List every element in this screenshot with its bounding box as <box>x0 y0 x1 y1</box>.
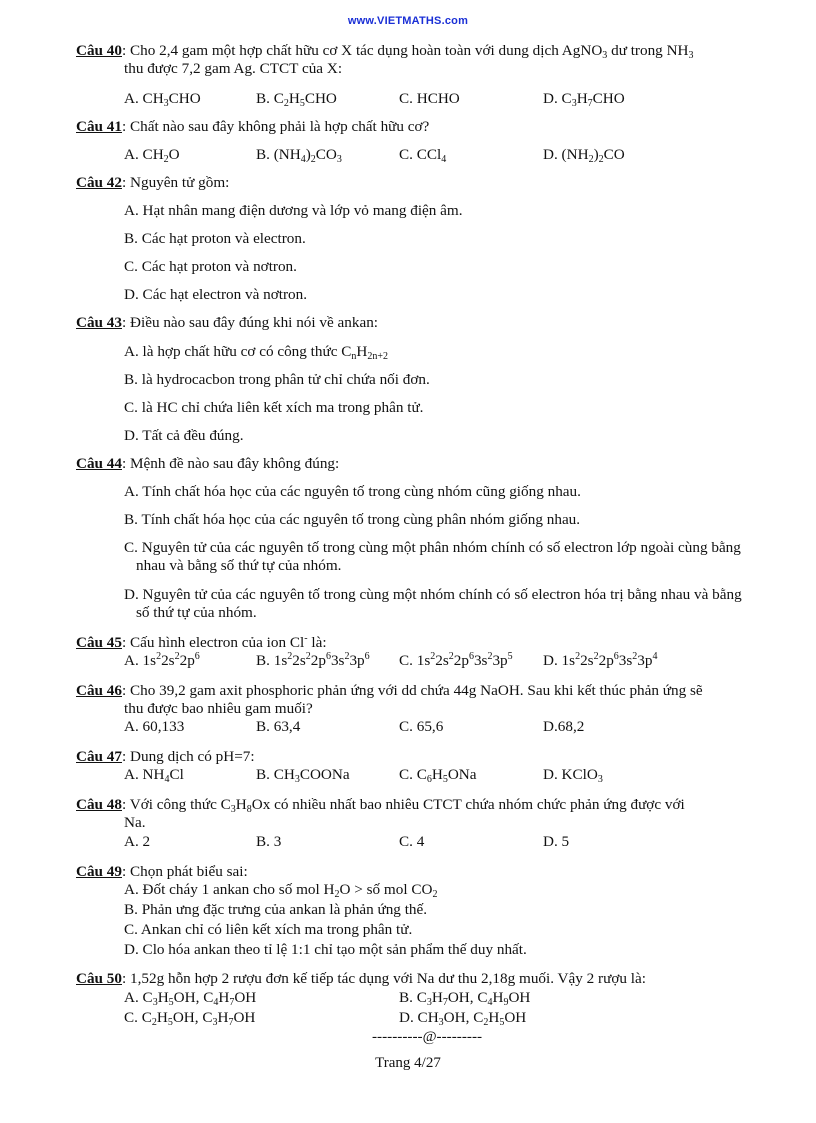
option-a: A. $C_3H_5OH$, $C_4H_7OH$ <box>124 989 257 1008</box>
option-d: D. Tất cả đều đúng. <box>124 427 244 444</box>
option-b: B. $C_2H_5CHO$ <box>256 90 337 109</box>
option-a: A. Đốt cháy 1 ankan cho số mol $H_2O$ > số mol $CO_2$ <box>124 881 438 900</box>
option-d: D.68,2 <box>543 718 585 735</box>
option-a: A. $NH_4Cl$ <box>124 766 184 785</box>
question-50: Câu 50: 1,52g hỗn hợp 2 rượu đơn kế tiếp tác dụng với Na dư thu 2,18g muối. Vậy 2 rượu là: <box>76 970 646 987</box>
option-a: A. 60,133 <box>124 718 185 735</box>
question-label: Câu 45 <box>76 634 122 651</box>
option-c: C. Nguyên tử của các nguyên tố trong cùng một phân nhóm chính có số electron lớp ngoài cùng bằng nhau và bằng số thứ tự của nhóm. <box>124 539 741 574</box>
option-a: A. Hạt nhân mang điện dương và lớp vỏ mang điện âm. <box>124 202 463 219</box>
question-43: Câu 43: Điều nào sau đây đúng khi nói về ankan: <box>76 314 379 331</box>
option-c: C. Ankan chỉ có liên kết xích ma trong phân tử. <box>124 921 413 938</box>
question-label: Câu 43 <box>76 314 122 331</box>
option-b: B. 63,4 <box>256 718 301 735</box>
question-label: Câu 48 <box>76 796 122 813</box>
option-c: C. HCHO <box>399 90 460 107</box>
option-d: D. 5 <box>543 833 570 850</box>
question-label: Câu 49 <box>76 863 122 880</box>
question-41: Câu 41: Chất nào sau đây không phải là hợp chất hữu cơ? <box>76 118 430 135</box>
option-c: C. $1s^22s^22p^63s^23p^5$ <box>399 651 513 669</box>
question-label: Câu 47 <box>76 748 122 765</box>
option-b: B. là hydrocacbon trong phân tử chỉ chứa nối đơn. <box>124 371 430 388</box>
option-c: C. CCl$_4$ <box>399 146 447 165</box>
page-number: Trang 4/27 <box>375 1055 441 1071</box>
option-a: A. 2 <box>124 833 151 850</box>
option-c: C. 4 <box>399 833 425 850</box>
question-42: Câu 42: Nguyên tử gồm: <box>76 174 230 191</box>
option-c: C. Các hạt proton và nơtron. <box>124 258 297 275</box>
option-d: D. Nguyên tử của các nguyên tố trong cùng một nhóm chính có số electron hóa trị bằng nhau và bằng số thứ tự của nhóm. <box>124 586 742 621</box>
option-a: A. là hợp chất hữu cơ có công thức $C_nH_{2n+2}$ <box>124 343 388 362</box>
option-d: D. $1s^22s^22p^63s^23p^4$ <box>543 651 658 669</box>
option-b: B. Các hạt proton và electron. <box>124 230 306 247</box>
option-c: C. là HC chỉ chứa liên kết xích ma trong phân tử. <box>124 399 424 416</box>
question-40: Câu 40: Cho 2,4 gam một hợp chất hữu cơ X tác dụng hoàn toàn với dung dịch AgNO$_3$ dư trong $NH_3$ thu được 7,2 gam Ag. CTCT của X: <box>76 42 694 77</box>
question-44: Câu 44: Mệnh đề nào sau đây không đúng: <box>76 455 340 472</box>
option-c: C. $C_2H_5OH$, $C_3H_7OH$ <box>124 1009 256 1028</box>
option-d: D. $(NH_2)_2CO$ <box>543 146 625 165</box>
option-d: D. $C_3H_7CHO$ <box>543 90 625 109</box>
option-d: D. KClO$_3$ <box>543 766 603 785</box>
option-c: C. 65,6 <box>399 718 444 735</box>
option-b: B. 3 <box>256 833 282 850</box>
option-a: A. $CH_2O$ <box>124 146 180 165</box>
question-label: Câu 40 <box>76 42 122 59</box>
option-d: D. Clo hóa ankan theo tỉ lệ 1:1 chỉ tạo một sản phẩm thế duy nhất. <box>124 941 527 958</box>
option-a: A. $CH_3CHO$ <box>124 90 201 109</box>
option-c: C. $C_6H_5ONa$ <box>399 766 477 785</box>
question-label: Câu 41 <box>76 118 122 135</box>
option-a: A. Tính chất hóa học của các nguyên tố trong cùng nhóm cũng giống nhau. <box>124 483 581 500</box>
option-d: D. Các hạt electron và nơtron. <box>124 286 308 303</box>
site-header: www.VIETMATHS.com <box>347 15 469 27</box>
option-b: B. Tính chất hóa học của các nguyên tố trong cùng phân nhóm giống nhau. <box>124 511 581 528</box>
option-a: A. $1s^22s^22p^6$ <box>124 651 200 669</box>
question-label: Câu 46 <box>76 682 122 699</box>
question-49: Câu 49: Chọn phát biểu sai: <box>76 863 248 880</box>
question-46: Câu 46: Cho 39,2 gam axit phosphoric phản ứng với dd chứa 44g NaOH. Sau khi kết thúc phản ứng sẽ thu được bao nhiêu gam muối? <box>76 682 703 717</box>
question-47: Câu 47: Dung dịch có pH=7: <box>76 748 255 765</box>
question-label: Câu 44 <box>76 455 122 472</box>
option-b: B. $(NH_4)_2CO_3$ <box>256 146 342 165</box>
question-label: Câu 42 <box>76 174 122 191</box>
end-separator: ----------@--------- <box>372 1028 483 1045</box>
question-48: Câu 48: Với công thức $C_3H_8Ox$ có nhiều nhất bao nhiêu CTCT chứa nhóm chức phản ứng được với Na. <box>76 796 685 831</box>
option-b: B. $1s^22s^22p^63s^23p^6$ <box>256 651 370 669</box>
question-label: Câu 50 <box>76 970 122 987</box>
option-b: B. $CH_3COONa$ <box>256 766 350 785</box>
option-b: B. $C_3H_7OH$, $C_4H_9OH$ <box>399 989 531 1008</box>
option-d: D. $CH_3OH$, $C_2H_5OH$ <box>399 1009 527 1028</box>
option-b: B. Phản ưng đặc trưng của ankan là phản ứng thế. <box>124 901 428 918</box>
question-45: Câu 45: Cấu hình electron của ion Cl- là: <box>76 633 327 651</box>
